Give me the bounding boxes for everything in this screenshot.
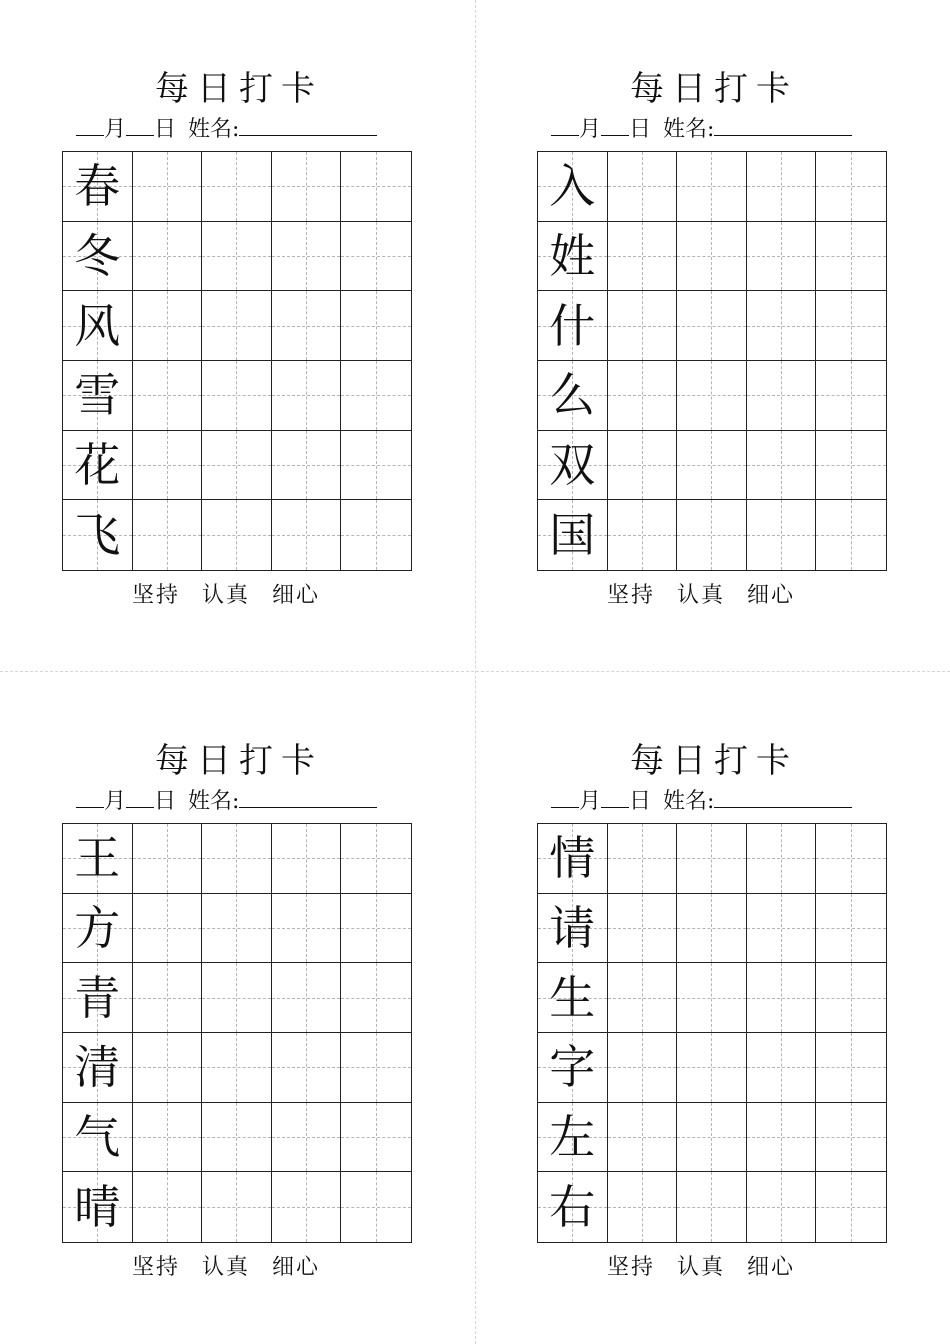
practice-cell[interactable] xyxy=(202,1033,272,1103)
vertical-cut-line xyxy=(475,0,476,1344)
practice-cell[interactable] xyxy=(272,500,342,570)
model-character: 冬 xyxy=(74,228,121,283)
practice-cell[interactable] xyxy=(272,894,342,964)
model-character-cell xyxy=(63,291,133,361)
model-character: 春 xyxy=(74,159,121,214)
practice-cell[interactable] xyxy=(133,963,203,1033)
practice-cell[interactable] xyxy=(272,1172,342,1242)
motto-attentive: 细心 xyxy=(272,1255,321,1280)
month-label: 月 xyxy=(104,117,127,142)
model-character: 风 xyxy=(74,298,121,353)
motto-persist: 坚持 xyxy=(132,1255,181,1280)
model-character: 国 xyxy=(549,508,596,563)
practice-cell[interactable] xyxy=(133,1033,203,1103)
model-character: 双 xyxy=(549,437,596,492)
motto-careful: 认真 xyxy=(202,583,251,608)
day-label: 日 xyxy=(154,117,177,142)
model-character: 气 xyxy=(74,1109,121,1164)
practice-cell[interactable] xyxy=(272,824,342,894)
motto-attentive: 细心 xyxy=(747,583,796,608)
model-character: 右 xyxy=(549,1180,596,1235)
tianzige-grid xyxy=(62,823,412,1243)
practice-cell[interactable] xyxy=(816,222,886,292)
name-label: 姓名: xyxy=(663,117,715,142)
name-blank[interactable] xyxy=(239,787,377,808)
practice-cell[interactable] xyxy=(133,1172,203,1242)
practice-cell[interactable] xyxy=(747,1033,817,1103)
practice-cell[interactable] xyxy=(202,291,272,361)
practice-cell[interactable] xyxy=(608,1172,678,1242)
day-blank[interactable] xyxy=(601,115,629,136)
practice-cell[interactable] xyxy=(747,500,817,570)
model-character-cell xyxy=(63,963,133,1033)
practice-cell[interactable] xyxy=(272,291,342,361)
practice-cell[interactable] xyxy=(202,152,272,222)
model-character: 字 xyxy=(549,1040,596,1095)
practice-cell[interactable] xyxy=(816,894,886,964)
model-character-cell xyxy=(63,824,133,894)
practice-cell[interactable] xyxy=(608,963,678,1033)
practice-cell[interactable] xyxy=(677,291,747,361)
month-blank[interactable] xyxy=(76,115,104,136)
month-blank[interactable] xyxy=(551,115,579,136)
practice-cell[interactable] xyxy=(272,152,342,222)
tianzige-grid xyxy=(62,151,412,571)
card-title: 每日打卡 xyxy=(155,741,323,781)
practice-cell[interactable] xyxy=(816,291,886,361)
date-name-line xyxy=(551,786,891,818)
practice-cell[interactable] xyxy=(341,963,411,1033)
practice-cell[interactable] xyxy=(677,222,747,292)
month-label: 月 xyxy=(579,117,602,142)
model-character: 什 xyxy=(549,298,596,353)
practice-cell[interactable] xyxy=(341,291,411,361)
practice-cell[interactable] xyxy=(341,824,411,894)
practice-cell[interactable] xyxy=(133,431,203,501)
practice-cell[interactable] xyxy=(202,1172,272,1242)
practice-cell[interactable] xyxy=(608,1103,678,1173)
motto-footer xyxy=(607,580,827,612)
model-character: 清 xyxy=(74,1040,121,1095)
name-blank[interactable] xyxy=(714,787,852,808)
model-character: 请 xyxy=(549,900,596,955)
practice-cell[interactable] xyxy=(272,431,342,501)
day-blank[interactable] xyxy=(126,787,154,808)
motto-footer xyxy=(132,1252,352,1284)
model-character-cell xyxy=(63,500,133,570)
practice-cell[interactable] xyxy=(341,152,411,222)
motto-footer xyxy=(607,1252,827,1284)
practice-cell[interactable] xyxy=(677,500,747,570)
model-character: 花 xyxy=(74,437,121,492)
practice-cell[interactable] xyxy=(677,963,747,1033)
motto-careful: 认真 xyxy=(677,583,726,608)
practice-cell[interactable] xyxy=(133,152,203,222)
practice-cell[interactable] xyxy=(202,222,272,292)
practice-cell[interactable] xyxy=(608,361,678,431)
practice-cell[interactable] xyxy=(341,1033,411,1103)
model-character: 情 xyxy=(549,831,596,886)
card-title: 每日打卡 xyxy=(630,741,798,781)
name-blank[interactable] xyxy=(714,115,852,136)
day-blank[interactable] xyxy=(126,115,154,136)
practice-cell[interactable] xyxy=(816,1103,886,1173)
motto-persist: 坚持 xyxy=(607,583,656,608)
practice-cell[interactable] xyxy=(202,894,272,964)
practice-cell[interactable] xyxy=(272,1103,342,1173)
practice-cell[interactable] xyxy=(202,361,272,431)
practice-cell[interactable] xyxy=(202,431,272,501)
practice-cell[interactable] xyxy=(677,431,747,501)
model-character: 晴 xyxy=(74,1180,121,1235)
practice-cell[interactable] xyxy=(341,894,411,964)
model-character: 方 xyxy=(74,900,121,955)
practice-cell[interactable] xyxy=(341,431,411,501)
model-character-cell xyxy=(538,152,608,222)
checkin-card-4 xyxy=(537,672,897,1280)
model-character-cell xyxy=(63,1033,133,1103)
model-character: 飞 xyxy=(74,508,121,563)
motto-careful: 认真 xyxy=(202,1255,251,1280)
card-title: 每日打卡 xyxy=(630,69,798,109)
day-label: 日 xyxy=(629,789,652,814)
model-character: 青 xyxy=(74,970,121,1025)
model-character: 么 xyxy=(549,368,596,423)
practice-cell[interactable] xyxy=(747,152,817,222)
practice-cell[interactable] xyxy=(202,500,272,570)
practice-cell[interactable] xyxy=(608,500,678,570)
practice-cell[interactable] xyxy=(272,963,342,1033)
practice-cell[interactable] xyxy=(341,1103,411,1173)
practice-cell[interactable] xyxy=(747,222,817,292)
practice-cell[interactable] xyxy=(816,431,886,501)
practice-cell[interactable] xyxy=(341,222,411,292)
practice-cell[interactable] xyxy=(608,291,678,361)
model-character-cell xyxy=(538,1172,608,1242)
motto-footer xyxy=(132,580,352,612)
practice-cell[interactable] xyxy=(816,152,886,222)
checkin-card-3 xyxy=(62,672,422,1280)
name-label: 姓名: xyxy=(663,789,715,814)
motto-persist: 坚持 xyxy=(607,1255,656,1280)
model-character-cell xyxy=(63,1172,133,1242)
model-character-cell xyxy=(538,1103,608,1173)
practice-cell[interactable] xyxy=(133,824,203,894)
card-title: 每日打卡 xyxy=(155,69,323,109)
day-blank[interactable] xyxy=(601,787,629,808)
practice-cell[interactable] xyxy=(677,152,747,222)
practice-cell[interactable] xyxy=(341,1172,411,1242)
model-character-cell xyxy=(63,152,133,222)
model-character: 王 xyxy=(74,831,121,886)
practice-cell[interactable] xyxy=(816,500,886,570)
practice-cell[interactable] xyxy=(677,1172,747,1242)
practice-cell[interactable] xyxy=(133,894,203,964)
model-character: 生 xyxy=(549,970,596,1025)
practice-cell[interactable] xyxy=(608,152,678,222)
date-name-line xyxy=(76,786,416,818)
practice-cell[interactable] xyxy=(677,1103,747,1173)
practice-cell[interactable] xyxy=(608,222,678,292)
model-character-cell xyxy=(538,431,608,501)
practice-cell[interactable] xyxy=(747,431,817,501)
tianzige-grid xyxy=(537,151,887,571)
motto-careful: 认真 xyxy=(677,1255,726,1280)
practice-cell[interactable] xyxy=(341,361,411,431)
practice-cell[interactable] xyxy=(816,1033,886,1103)
name-label: 姓名: xyxy=(188,789,240,814)
date-name-line xyxy=(76,114,416,146)
practice-cell[interactable] xyxy=(677,361,747,431)
month-label: 月 xyxy=(579,789,602,814)
practice-cell[interactable] xyxy=(747,894,817,964)
practice-cell[interactable] xyxy=(133,1103,203,1173)
practice-cell[interactable] xyxy=(608,824,678,894)
practice-cell[interactable] xyxy=(608,1033,678,1103)
month-label: 月 xyxy=(104,789,127,814)
model-character-cell xyxy=(63,361,133,431)
day-label: 日 xyxy=(154,789,177,814)
model-character: 左 xyxy=(549,1109,596,1164)
checkin-card-2 xyxy=(537,0,897,608)
practice-cell[interactable] xyxy=(133,291,203,361)
model-character-cell xyxy=(538,222,608,292)
practice-cell[interactable] xyxy=(608,894,678,964)
practice-cell[interactable] xyxy=(202,1103,272,1173)
practice-cell[interactable] xyxy=(202,963,272,1033)
practice-cell[interactable] xyxy=(677,1033,747,1103)
motto-attentive: 细心 xyxy=(747,1255,796,1280)
name-blank[interactable] xyxy=(239,115,377,136)
practice-cell[interactable] xyxy=(608,431,678,501)
practice-cell[interactable] xyxy=(747,824,817,894)
model-character-cell xyxy=(538,1033,608,1103)
practice-cell[interactable] xyxy=(272,222,342,292)
tianzige-grid xyxy=(537,823,887,1243)
model-character-cell xyxy=(538,361,608,431)
model-character: 雪 xyxy=(74,368,121,423)
practice-cell[interactable] xyxy=(202,824,272,894)
practice-cell[interactable] xyxy=(747,361,817,431)
model-character-cell xyxy=(538,894,608,964)
model-character-cell xyxy=(63,1103,133,1173)
name-label: 姓名: xyxy=(188,117,240,142)
month-blank[interactable] xyxy=(76,787,104,808)
practice-cell[interactable] xyxy=(816,361,886,431)
motto-attentive: 细心 xyxy=(272,583,321,608)
practice-cell[interactable] xyxy=(677,824,747,894)
model-character-cell xyxy=(538,291,608,361)
practice-cell[interactable] xyxy=(747,963,817,1033)
model-character: 姓 xyxy=(549,228,596,283)
practice-cell[interactable] xyxy=(341,500,411,570)
model-character: 入 xyxy=(549,159,596,214)
day-label: 日 xyxy=(629,117,652,142)
checkin-card-1 xyxy=(62,0,422,608)
practice-cell[interactable] xyxy=(272,361,342,431)
model-character-cell xyxy=(63,894,133,964)
practice-cell[interactable] xyxy=(747,1172,817,1242)
model-character-cell xyxy=(63,431,133,501)
motto-persist: 坚持 xyxy=(132,583,181,608)
month-blank[interactable] xyxy=(551,787,579,808)
date-name-line xyxy=(551,114,891,146)
practice-cell[interactable] xyxy=(816,1172,886,1242)
practice-cell[interactable] xyxy=(133,361,203,431)
practice-cell[interactable] xyxy=(747,291,817,361)
model-character-cell xyxy=(538,500,608,570)
practice-cell[interactable] xyxy=(272,1033,342,1103)
model-character-cell xyxy=(538,824,608,894)
model-character-cell xyxy=(63,222,133,292)
practice-cell[interactable] xyxy=(677,894,747,964)
practice-cell[interactable] xyxy=(816,963,886,1033)
practice-cell[interactable] xyxy=(133,500,203,570)
model-character-cell xyxy=(538,963,608,1033)
practice-cell[interactable] xyxy=(133,222,203,292)
practice-cell[interactable] xyxy=(816,824,886,894)
practice-cell[interactable] xyxy=(747,1103,817,1173)
